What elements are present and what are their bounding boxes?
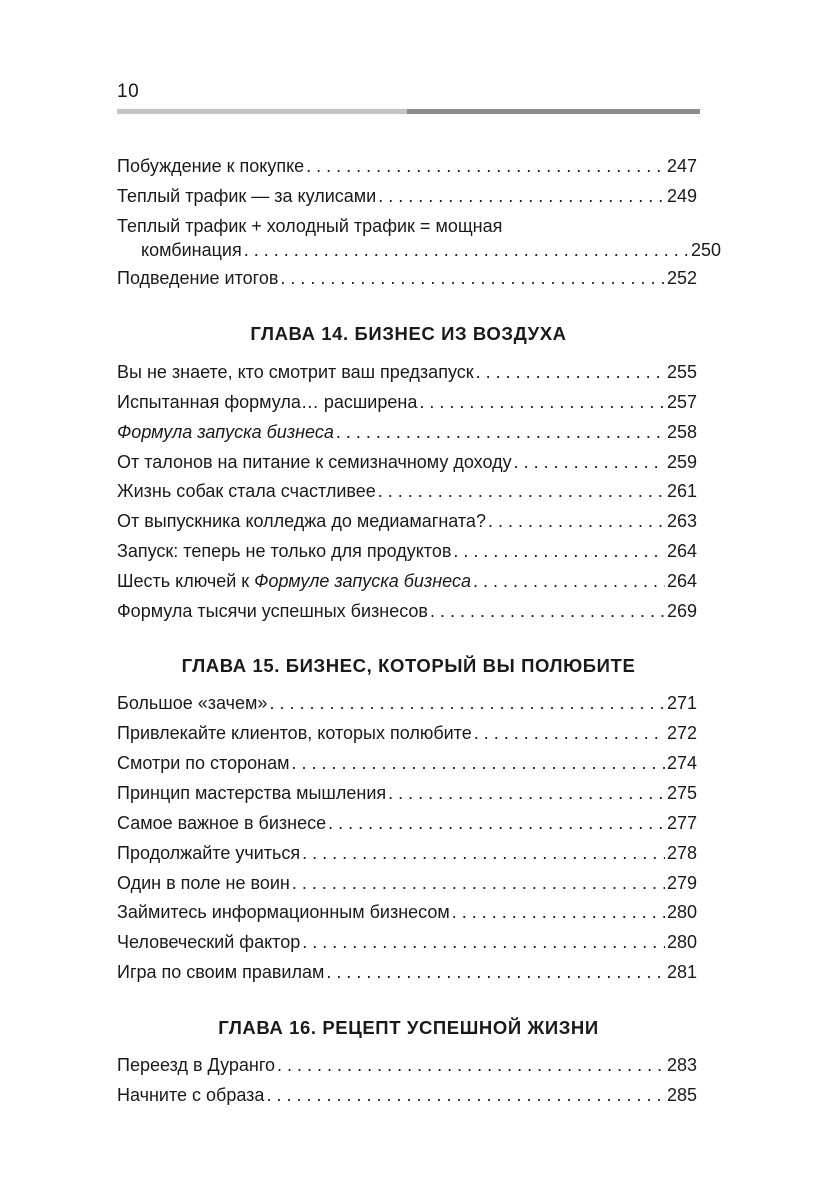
toc-entry-title: Подведение итогов (117, 268, 279, 288)
toc-entry-page: 280 (666, 932, 697, 952)
dot-leader (453, 539, 665, 563)
toc-entry-title: Вы не знаете, кто смотрит ваш предзапуск (117, 362, 474, 382)
dot-leader (474, 721, 665, 745)
toc-entry-page: 259 (666, 452, 697, 472)
dot-leader (302, 930, 665, 954)
toc-entry[interactable] (117, 751, 697, 775)
toc-entry-title: Запуск: теперь не только для продуктов (117, 541, 452, 561)
toc-entry[interactable] (117, 420, 697, 444)
toc-entry-page: 275 (666, 783, 697, 803)
toc-entry-title: Формула тысячи успешных бизнесов (117, 601, 428, 621)
toc-entry-title-italic: Формуле запуска бизнеса (254, 571, 471, 591)
toc-entry[interactable] (117, 781, 697, 805)
toc-entry-title-line2: комбинация (141, 240, 242, 260)
toc-entry-page: 255 (666, 362, 697, 382)
toc-entry-page: 247 (666, 156, 697, 176)
toc-entry[interactable] (117, 214, 721, 262)
toc-entry-title: Принцип мастерства мышления (117, 783, 387, 803)
dot-leader (452, 900, 665, 924)
toc-entry-page: 274 (666, 753, 697, 773)
dot-leader (302, 841, 665, 865)
dot-leader (266, 1083, 665, 1107)
chapter-14-heading: ГЛАВА 14. БИЗНЕС ИЗ ВОЗДУХА (250, 323, 567, 344)
toc-entry-page: 277 (666, 813, 697, 833)
toc-entry-title: Займитесь информационным бизнесом (117, 902, 450, 922)
toc-entry[interactable] (117, 154, 697, 178)
dot-leader (419, 390, 665, 414)
toc-entry[interactable] (117, 930, 697, 954)
toc-entry-title: Привлекайте клиентов, которых полюбите (117, 723, 472, 743)
toc-entry-page: 257 (666, 392, 697, 412)
toc-entry-title: Смотри по сторонам (117, 753, 290, 773)
toc-entry-title-prefix: Шесть ключей к (117, 571, 255, 591)
toc-entry-page: 264 (666, 571, 697, 591)
dot-leader (388, 781, 665, 805)
toc-entry-title: Продолжайте учиться (117, 843, 301, 863)
toc-entry-title: Побуждение к покупке (117, 156, 305, 176)
toc-entry[interactable] (117, 841, 697, 865)
toc-entry-page: 280 (666, 902, 697, 922)
toc-entry[interactable] (117, 599, 697, 623)
toc-entry-title: От талонов на питание к семизначному доходу (117, 452, 512, 472)
toc-entry[interactable] (117, 390, 697, 414)
toc-entry-title: Испытанная формула… расширена (117, 392, 418, 412)
toc-entry[interactable] (117, 266, 697, 290)
dot-leader (292, 871, 665, 895)
toc-entry-title: Самое важное в бизнесе (117, 813, 327, 833)
dot-leader (326, 960, 665, 984)
toc-entry-title: Игра по своим правилам (117, 962, 325, 982)
toc-entry-title: Начните с образа (117, 1085, 265, 1105)
toc-entry-title: Теплый трафик — за кулисами (117, 186, 377, 206)
toc-entry-page: 263 (666, 511, 697, 531)
toc-entry-page: 269 (666, 601, 697, 621)
toc-entry-page: 271 (666, 693, 697, 713)
toc-entry-title: Жизнь собак стала счастливее (117, 481, 376, 501)
toc-entry[interactable] (117, 539, 697, 563)
chapter-16-heading: ГЛАВА 16. РЕЦЕПТ УСПЕШНОЙ ЖИЗНИ (218, 1017, 599, 1038)
toc-entry-title: Один в поле не воин (117, 873, 290, 893)
dot-leader (378, 184, 665, 208)
toc-entry-page: 283 (666, 1055, 697, 1075)
dot-leader (280, 266, 665, 290)
header-rule (117, 109, 700, 114)
dot-leader (514, 450, 665, 474)
toc-entry-page: 278 (666, 843, 697, 863)
dot-leader (473, 569, 665, 593)
dot-leader (476, 360, 665, 384)
dot-leader (328, 811, 665, 835)
toc-entry[interactable] (117, 569, 697, 593)
toc-entry-page: 285 (666, 1085, 697, 1105)
toc-entry-title (117, 569, 471, 593)
toc-entry[interactable] (117, 360, 697, 384)
toc-entry-page: 258 (666, 422, 697, 442)
toc-entry-title: Формула запуска бизнеса (117, 422, 334, 442)
toc-entry-page: 250 (690, 240, 721, 260)
toc-entry-title: От выпускника колледжа до медиамагната? (117, 511, 486, 531)
toc-entry-page: 261 (666, 481, 697, 501)
toc-entry-page: 279 (666, 873, 697, 893)
dot-leader (430, 599, 665, 623)
dot-leader (378, 479, 665, 503)
header-rule-dark (407, 109, 700, 114)
toc-entry[interactable] (117, 184, 697, 208)
toc-entry-page: 272 (666, 723, 697, 743)
dot-leader (277, 1053, 665, 1077)
dot-leader (269, 691, 665, 715)
toc-entry-title-line1: Теплый трафик + холодный трафик = мощная (117, 216, 503, 236)
dot-leader (291, 751, 664, 775)
toc-entry[interactable] (117, 960, 697, 984)
toc-entry-page: 281 (666, 962, 697, 982)
toc-entry-title: Большое «зачем» (117, 693, 268, 713)
toc-entry[interactable] (117, 691, 697, 715)
dot-leader (244, 238, 689, 262)
toc-entry-title: Переезд в Дуранго (117, 1055, 276, 1075)
dot-leader (336, 420, 665, 444)
header-rule-light (117, 109, 407, 114)
toc-entry[interactable] (117, 811, 697, 835)
dot-leader (306, 154, 665, 178)
toc-entry-page: 264 (666, 541, 697, 561)
dot-leader (488, 509, 665, 533)
toc-entry[interactable] (117, 450, 697, 474)
toc-entry-title: Человеческий фактор (117, 932, 301, 952)
toc-entry[interactable] (117, 900, 697, 924)
chapter-15-heading: ГЛАВА 15. БИЗНЕС, КОТОРЫЙ ВЫ ПОЛЮБИТЕ (181, 655, 636, 676)
toc-entry[interactable] (117, 871, 697, 895)
toc-entry-page: 252 (666, 268, 697, 288)
page-number: 10 (117, 81, 140, 102)
toc-entry[interactable] (117, 721, 697, 745)
toc-entry[interactable] (117, 1083, 697, 1107)
toc-entry[interactable] (117, 1053, 697, 1077)
toc-entry-page: 249 (666, 186, 697, 206)
toc-entry[interactable] (117, 479, 697, 503)
toc-entry[interactable] (117, 509, 697, 533)
